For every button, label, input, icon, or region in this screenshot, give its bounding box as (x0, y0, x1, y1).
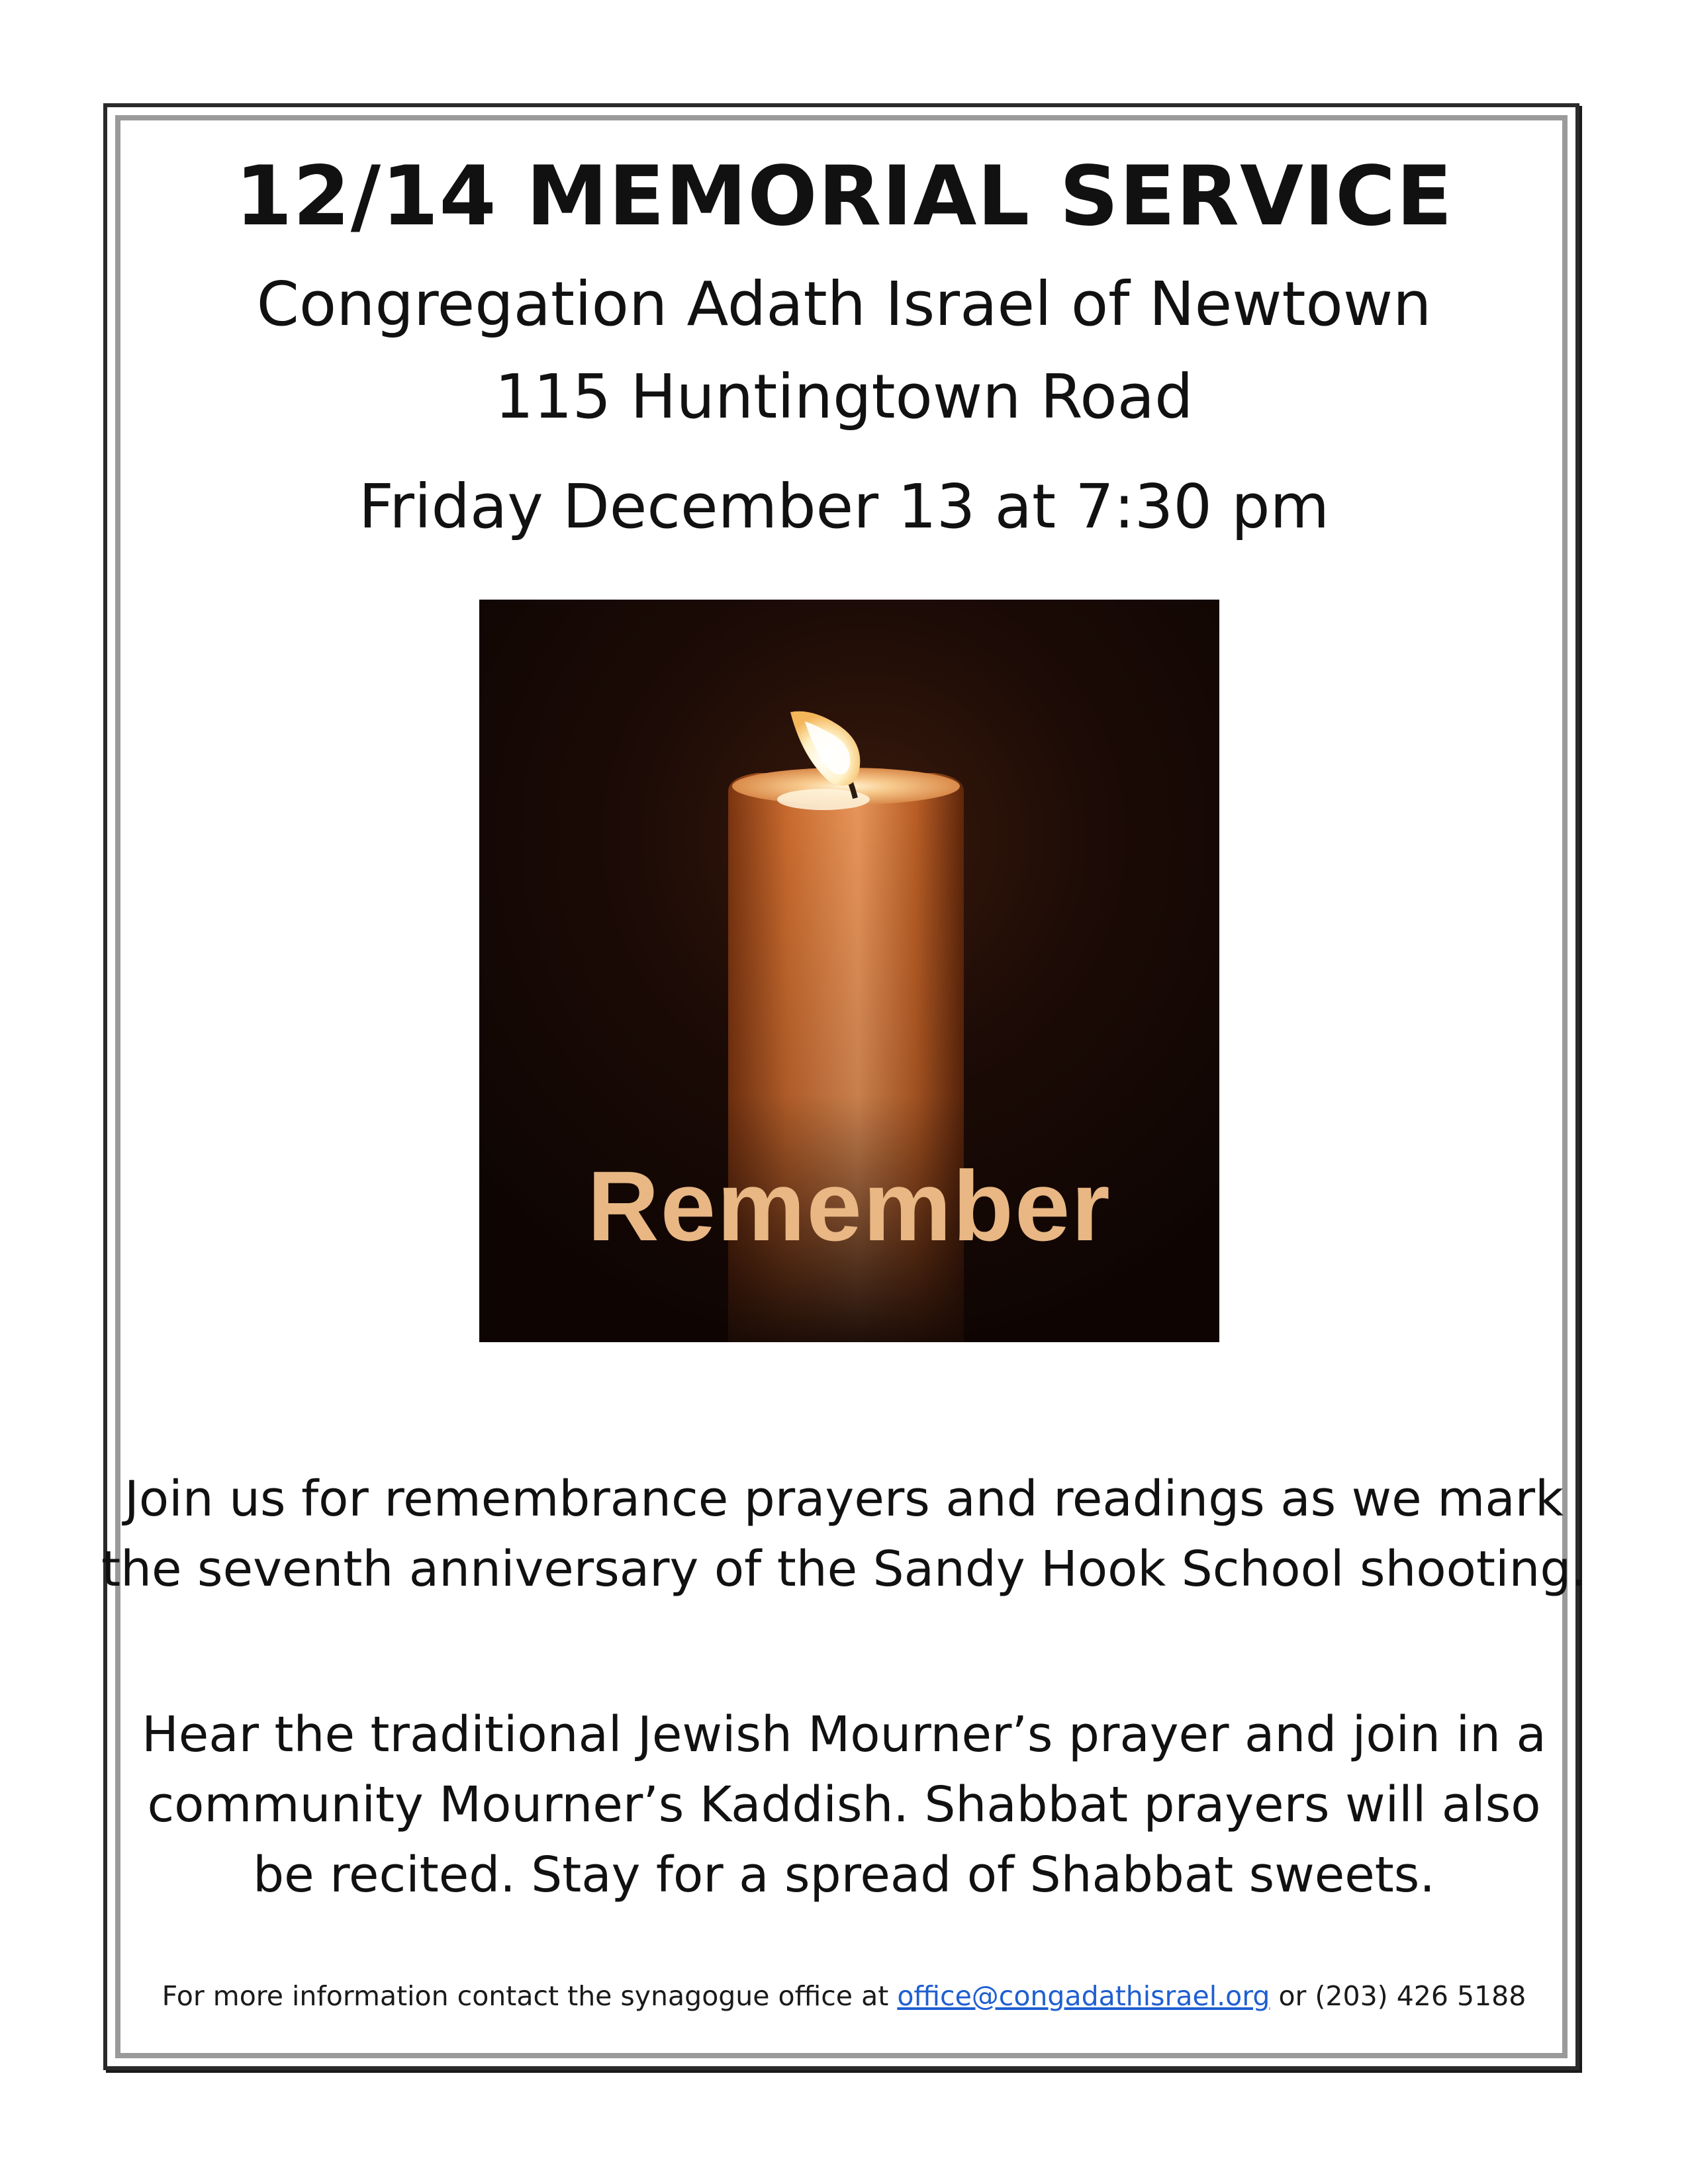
invitation-paragraph (0, 1464, 1688, 1604)
program-paragraph (0, 1700, 1688, 1910)
invitation-line-2: the seventh anniversary of the Sandy Hook School shooting. (101, 1541, 1587, 1598)
invitation-line-1: Join us for remembrance prayers and readings as we mark (124, 1471, 1564, 1527)
program-line-2: community Mourner’s Kaddish. Shabbat prayers will also (147, 1776, 1541, 1833)
footer-prefix: For more information contact the synagogue office at (162, 1980, 898, 2012)
program-line-1: Hear the traditional Jewish Mourner’s prayer and join in a (142, 1706, 1546, 1763)
footer-phone: or (203) 426 5188 (1270, 1980, 1526, 2012)
address: 115 Huntingtown Road (494, 361, 1194, 432)
image-caption: Remember (587, 1150, 1111, 1261)
contact-footer (0, 1980, 1688, 2012)
page-title: 12/14 MEMORIAL SERVICE (235, 149, 1453, 244)
candle-image (479, 600, 1219, 1342)
congregation-name: Congregation Adath Israel of Newtown (256, 269, 1432, 340)
event-datetime: Friday December 13 at 7:30 pm (358, 471, 1330, 542)
email-link[interactable]: office@congadathisrael.org (897, 1980, 1270, 2012)
program-line-3: be recited. Stay for a spread of Shabbat sweets. (253, 1846, 1435, 1903)
